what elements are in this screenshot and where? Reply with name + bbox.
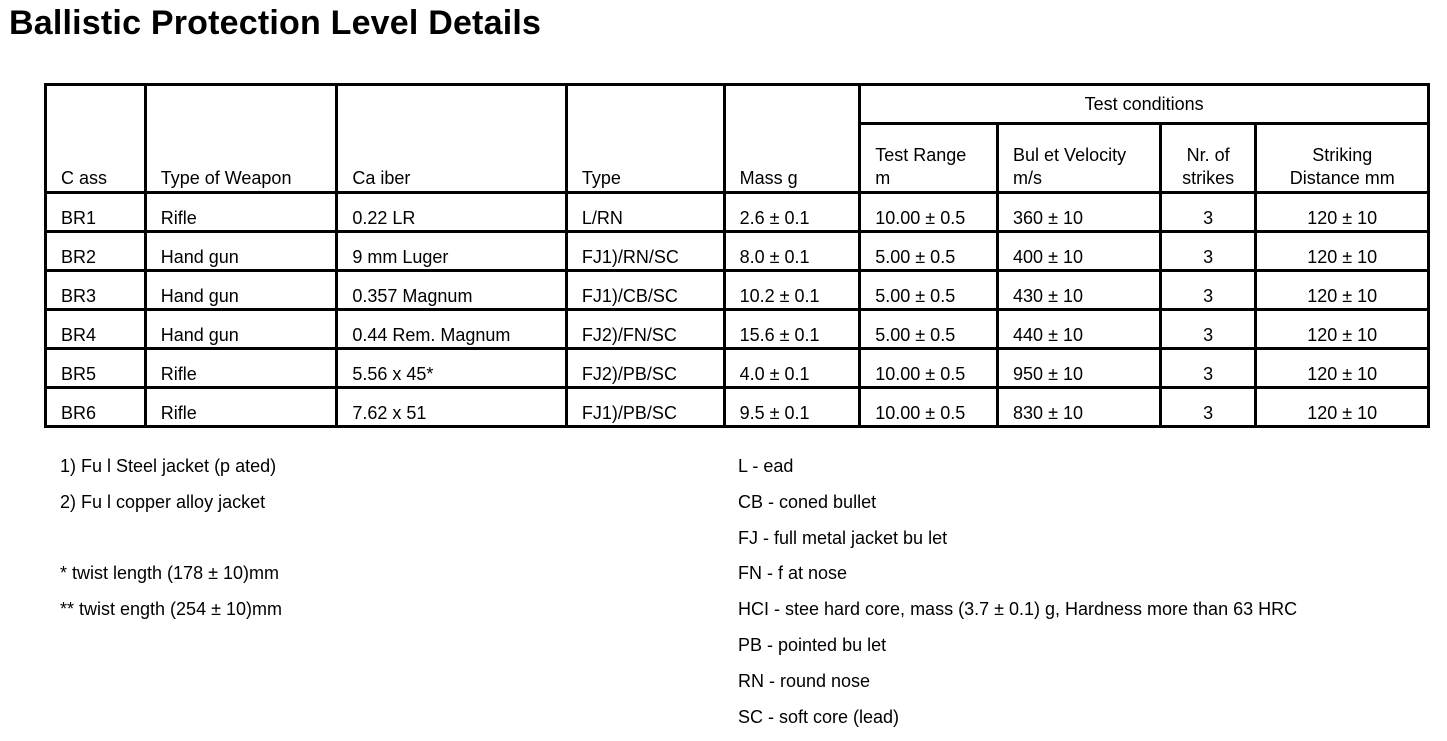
cell-type: FJ1)/PB/SC xyxy=(566,388,724,427)
legend-item: FJ - full metal jacket bu let xyxy=(738,527,948,548)
footnotes-left xyxy=(60,455,282,634)
cell-distance: 120 ± 10 xyxy=(1256,349,1429,388)
table-row xyxy=(46,271,1429,310)
header-strikes-line2: strikes xyxy=(1182,168,1235,188)
cell-caliber: 9 mm Luger xyxy=(337,232,567,271)
cell-weapon: Hand gun xyxy=(145,271,337,310)
cell-type: L/RN xyxy=(566,193,724,232)
cell-weapon: Rifle xyxy=(145,193,337,232)
cell-mass: 9.5 ± 0.1 xyxy=(724,388,860,427)
legend-item: PB - pointed bu let xyxy=(738,634,887,655)
header-test-range-line1: Test Range xyxy=(875,145,967,165)
legend-item: RN - round nose xyxy=(738,670,871,691)
cell-weapon: Rifle xyxy=(145,349,337,388)
cell-distance: 120 ± 10 xyxy=(1256,388,1429,427)
cell-type: FJ2)/FN/SC xyxy=(566,310,724,349)
cell-distance: 120 ± 10 xyxy=(1256,271,1429,310)
footnote: * twist length (178 ± 10)mm xyxy=(60,563,279,584)
cell-caliber: 5.56 x 45* xyxy=(337,349,567,388)
header-weapon: Type of Weapon xyxy=(145,85,337,193)
legend-item: FN - f at nose xyxy=(738,563,848,584)
legend-item: L - ead xyxy=(738,456,794,476)
cell-strikes: 3 xyxy=(1160,271,1256,310)
header-striking-distance-line2: Distance mm xyxy=(1289,168,1395,188)
table-row xyxy=(46,349,1429,388)
cell-strikes: 3 xyxy=(1160,388,1256,427)
cell-velocity: 400 ± 10 xyxy=(998,232,1161,271)
cell-distance: 120 ± 10 xyxy=(1256,193,1429,232)
header-striking-distance xyxy=(1256,124,1429,193)
cell-type: FJ1)/CB/SC xyxy=(566,271,724,310)
cell-test-range: 10.00 ± 0.5 xyxy=(860,349,998,388)
header-caliber: Ca iber xyxy=(337,85,567,193)
cell-velocity: 430 ± 10 xyxy=(998,271,1161,310)
cell-caliber: 7.62 x 51 xyxy=(337,388,567,427)
cell-mass: 15.6 ± 0.1 xyxy=(724,310,860,349)
cell-weapon: Hand gun xyxy=(145,310,337,349)
cell-mass: 10.2 ± 0.1 xyxy=(724,271,860,310)
cell-weapon: Hand gun xyxy=(145,232,337,271)
cell-type: FJ1)/RN/SC xyxy=(566,232,724,271)
table-row xyxy=(46,193,1429,232)
cell-class: BR1 xyxy=(46,193,146,232)
cell-test-range: 5.00 ± 0.5 xyxy=(860,232,998,271)
cell-velocity: 440 ± 10 xyxy=(998,310,1161,349)
footnote: 1) Fu l Steel jacket (p ated) xyxy=(60,456,277,476)
cell-class: BR6 xyxy=(46,388,146,427)
cell-strikes: 3 xyxy=(1160,193,1256,232)
cell-velocity: 830 ± 10 xyxy=(998,388,1161,427)
header-bullet-velocity-line2: m/s xyxy=(1013,168,1043,188)
header-mass: Mass g xyxy=(724,85,860,193)
header-test-range-line2: m xyxy=(875,168,891,188)
header-class: C ass xyxy=(46,85,146,193)
cell-test-range: 5.00 ± 0.5 xyxy=(860,310,998,349)
header-test-range xyxy=(860,124,998,193)
cell-weapon: Rifle xyxy=(145,388,337,427)
cell-caliber: 0.357 Magnum xyxy=(337,271,567,310)
cell-class: BR4 xyxy=(46,310,146,349)
cell-type: FJ2)/PB/SC xyxy=(566,349,724,388)
cell-distance: 120 ± 10 xyxy=(1256,232,1429,271)
footnote: 2) Fu l copper alloy jacket xyxy=(60,491,266,512)
legend-item: CB - coned bullet xyxy=(738,491,877,512)
cell-mass: 8.0 ± 0.1 xyxy=(724,232,860,271)
cell-strikes: 3 xyxy=(1160,349,1256,388)
header-strikes xyxy=(1160,124,1256,193)
header-striking-distance-line1: Striking xyxy=(1312,145,1373,165)
header-test-conditions: Test conditions xyxy=(860,85,1429,124)
cell-class: BR2 xyxy=(46,232,146,271)
table-row xyxy=(46,232,1429,271)
cell-mass: 4.0 ± 0.1 xyxy=(724,349,860,388)
abbreviation-legend xyxy=(738,455,1297,741)
cell-caliber: 0.44 Rem. Magnum xyxy=(337,310,567,349)
header-type: Type xyxy=(566,85,724,193)
header-bullet-velocity-line1: Bul et Velocity xyxy=(1013,145,1127,165)
table-row xyxy=(46,388,1429,427)
table-row xyxy=(46,310,1429,349)
cell-distance: 120 ± 10 xyxy=(1256,310,1429,349)
cell-velocity: 360 ± 10 xyxy=(998,193,1161,232)
cell-strikes: 3 xyxy=(1160,310,1256,349)
cell-test-range: 5.00 ± 0.5 xyxy=(860,271,998,310)
cell-test-range: 10.00 ± 0.5 xyxy=(860,193,998,232)
cell-velocity: 950 ± 10 xyxy=(998,349,1161,388)
header-strikes-line1: Nr. of xyxy=(1186,145,1230,165)
cell-test-range: 10.00 ± 0.5 xyxy=(860,388,998,427)
cell-mass: 2.6 ± 0.1 xyxy=(724,193,860,232)
cell-class: BR5 xyxy=(46,349,146,388)
cell-strikes: 3 xyxy=(1160,232,1256,271)
header-bullet-velocity xyxy=(998,124,1161,193)
page-title: Ballistic Protection Level Details xyxy=(9,4,542,42)
protection-level-table xyxy=(44,83,1430,428)
cell-class: BR3 xyxy=(46,271,146,310)
legend-item: SC - soft core (lead) xyxy=(738,706,900,727)
footnote: ** twist ength (254 ± 10)mm xyxy=(60,599,282,620)
cell-caliber: 0.22 LR xyxy=(337,193,567,232)
footnote-spacer xyxy=(60,527,282,563)
legend-item: HCI - stee hard core, mass (3.7 ± 0.1) g, Hardness more than 63 HRC xyxy=(738,599,1298,620)
